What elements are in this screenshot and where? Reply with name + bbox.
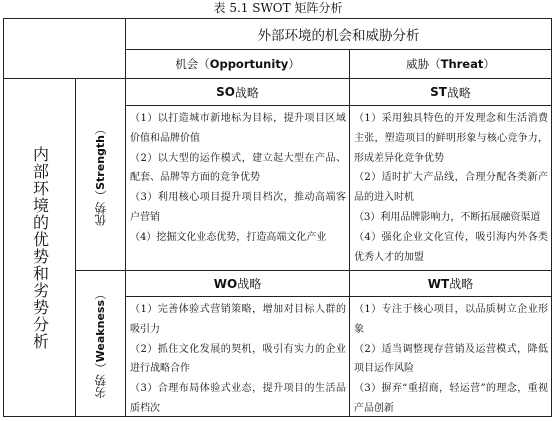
so-strategy-title [126,79,349,105]
strength-close: ） [94,123,108,136]
strength-header [76,79,125,270]
wo-title-cn: 战略 [237,277,262,291]
external-analysis-title: 外部环境的机会和威胁分析 [257,28,420,44]
wt-item-1: （1）专注于核心项目，以品质树立企业形象 [354,304,548,335]
opportunity-label: 机会（ [175,57,210,71]
wt-strategy-body [350,297,551,416]
opportunity-en: Opportunity [209,57,289,71]
wo-title-en: WO [213,276,238,291]
wo-strategy-title [126,271,349,296]
wt-title-en: WT [427,276,450,291]
wo-strategy-body [126,297,349,416]
swot-table [3,18,552,417]
strength-label: 优势（ [94,189,108,226]
wt-item-3: （3）摒弃“重招商，轻运营”的理念，重视产品创新 [354,383,548,414]
wo-item-3: （3）合理布局体验式业态，提升项目的生活品质档次 [130,383,346,414]
weakness-label: 劣势（ [94,362,108,399]
st-title-en: ST [430,85,447,99]
wt-strategy-title [350,271,551,296]
so-strategy-body [126,106,349,270]
so-item-1: （1）以打造城市新地标为目标，提升项目区域价值和品牌价值 [130,113,346,144]
wt-item-2: （2）适当调整现存营销及运营模式，降低项目运作风险 [354,343,548,375]
so-item-3: （3）利用核心项目提升项目档次，推动高端客户营销 [130,192,346,223]
threat-header [350,50,551,78]
table-right-border [551,18,552,417]
table-caption: 表 5.1 SWOT 矩阵分析 [213,1,343,15]
threat-close: ） [483,57,495,71]
so-title-en: SO [216,85,235,99]
threat-label: 威胁（ [406,57,441,71]
so-item-2: （2）以大型的运作模式，建立起大型在产品、配套、品牌等方面的竞争优势 [130,152,346,184]
opportunity-close: ） [288,57,300,71]
so-item-4: （4）挖掘文化业态优势，打造高端文化产业 [130,231,327,243]
external-analysis-header [126,19,551,49]
opportunity-header [126,50,349,78]
st-title-cn: 战略 [446,85,471,100]
st-item-2: （2）适时扩大产品线，合理分配各类新产品的进入时机 [354,172,548,204]
threat-en: Threat [440,57,484,71]
weakness-en: Weakness [94,300,107,363]
weakness-close: ） [94,288,108,301]
wo-item-1: （1）完善体验式营销策略，增加对目标人群的吸引力 [130,304,346,335]
st-strategy-title [350,79,551,105]
st-strategy-body [350,106,551,270]
internal-analysis-header [4,79,75,416]
internal-analysis-title: 内部环境的优势和劣势分析 [30,145,50,350]
st-item-4: （4）强化企业文化宣传，吸引海内外各类优秀人才的加盟 [354,231,548,263]
so-title-cn: 战略 [234,85,259,100]
wo-item-2: （2）抓住文化发展的契机，吸引有实力的企业进行战略合作 [130,343,346,375]
weakness-header [76,271,125,416]
st-item-1: （1）采用独具特色的开发理念和生活消费主张，塑造项目的鲜明形象与核心竞争力，形成差异化竞争优势 [354,113,548,164]
wt-title-cn: 战略 [449,277,474,291]
strength-en: Strength [94,135,107,190]
st-item-3: （3）利用品牌影响力，不断拓展融资渠道 [354,211,541,223]
